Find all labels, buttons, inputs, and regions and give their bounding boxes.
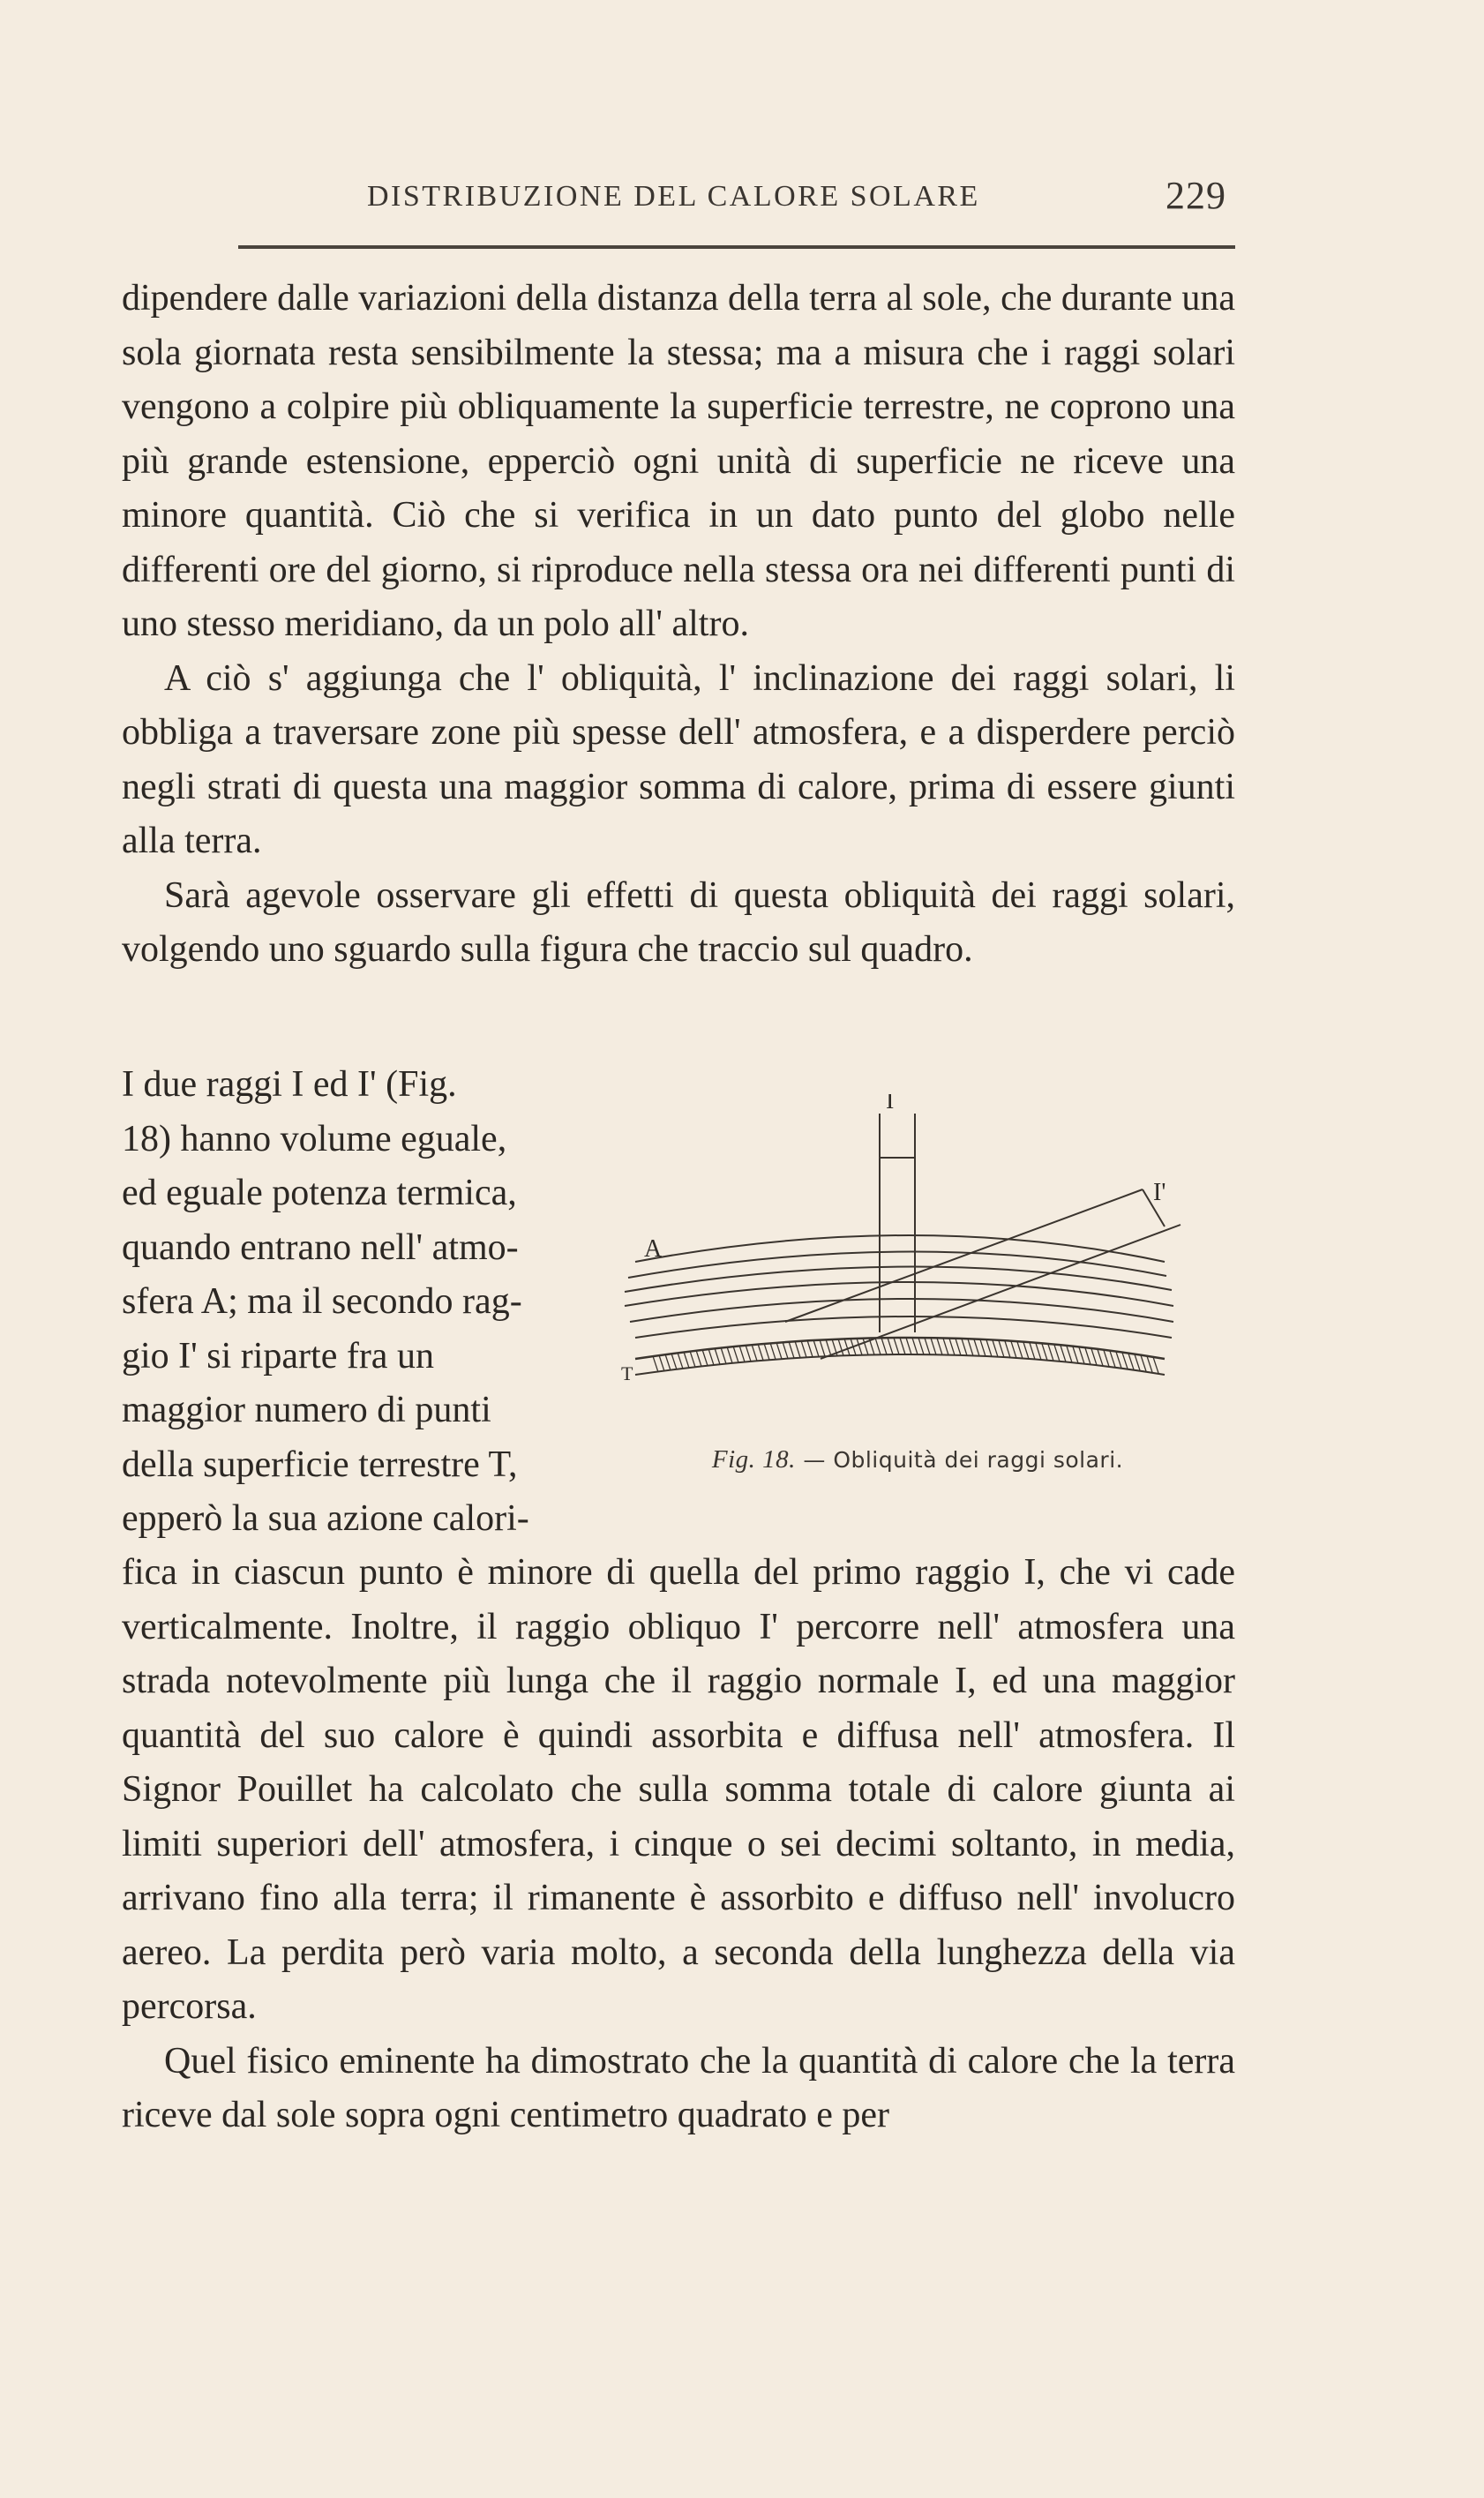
hatch-line — [1141, 1355, 1146, 1371]
atmosphere-layer — [625, 1282, 1173, 1306]
wrap-line: 18) hanno volume eguale, — [122, 1118, 507, 1159]
wrap-line: gio I' si riparte fra un — [122, 1335, 434, 1377]
hatch-line — [776, 1342, 782, 1359]
hatch-line — [875, 1338, 881, 1354]
hatch-line — [962, 1339, 967, 1355]
hatch-line — [690, 1351, 695, 1367]
hatch-line — [1135, 1354, 1140, 1370]
hatch-line — [1116, 1352, 1121, 1368]
hatch-line — [696, 1350, 701, 1366]
label-T: T — [621, 1362, 633, 1384]
hatch-line — [752, 1345, 757, 1362]
wrap-line: della superficie terrestre T, — [122, 1444, 518, 1485]
hatch-line — [900, 1338, 905, 1354]
hatch-line — [993, 1340, 998, 1357]
paragraph-3-rest: fica in ciascun punto è minore di quella del primo raggio I, che vi cade verticalmente. Inoltre, il raggio obliquo I' percorre nell' atmosfera una strada notevolmente più lunga che il raggio normale I, ed una maggior quantità del suo calore è quindi assorbita e diffusa nell' atmosfera. Il Signor Pouillet ha calcolato che sulla somma totale di calore giunta ai limiti superiori dell' atmosfera, i cinque o sei decimi soltanto, in media, arrivano fino alla terra; il rimanente è assorbito e diffuso nell' involucro aereo. La perdita però varia molto, a seconda della lunghezza della via percorsa. — [122, 1552, 1235, 2027]
hatch-line — [1061, 1346, 1066, 1362]
hatch-line — [1017, 1342, 1023, 1359]
paragraph-2: A ciò s' aggiunga che l' obliquità, l' inclinazione dei raggi solari, li obbliga a traversare zone più spesse dell' atmosfera, e a disperdere perciò negli strati di questa una maggior somma di calore, prima di essere giunti alla terra. — [122, 657, 1235, 861]
hatch-line — [770, 1343, 776, 1360]
hatch-line — [986, 1340, 992, 1357]
hatch-line — [974, 1339, 979, 1356]
hatch-line — [826, 1339, 831, 1356]
hatch-line — [1042, 1344, 1047, 1361]
hatch-line — [1054, 1345, 1060, 1362]
page-header — [238, 173, 1235, 226]
label-A: A — [644, 1235, 663, 1263]
hatch-line — [980, 1339, 986, 1356]
hatch-line — [894, 1338, 899, 1354]
hatch-line — [758, 1344, 763, 1361]
wrap-line: maggior numero di punti — [122, 1390, 491, 1430]
hatch-line — [1098, 1349, 1103, 1365]
paragraph-1: dipendere dalle variazioni della distanza della terra al sole, che durante una sola giornata resta sensibilmente la stessa; ma a misura che i raggi solari vengono a colpire più obliquamente la superficie terrestre, ne coprono una più grande estensione, epperciò ogni unità di superficie ne riceve una minore quantità. Ciò che si verifica in un dato punto del globo nelle differenti ore del giorno, si riproduce nella stessa ora nei differenti punti di uno stesso meridiano, da un polo all' altro. — [122, 278, 1235, 644]
hatch-line — [813, 1340, 819, 1357]
hatch-line — [659, 1355, 664, 1371]
earth-hatching — [653, 1338, 1158, 1373]
hatch-line — [1128, 1354, 1134, 1369]
hatch-line — [671, 1354, 677, 1369]
figure-caption — [618, 1445, 1218, 1474]
obliquity-diagram — [618, 1094, 1218, 1429]
hatch-line — [1085, 1348, 1091, 1365]
hatch-line — [937, 1338, 942, 1354]
header-rule — [238, 245, 1235, 249]
hatch-line — [1011, 1341, 1016, 1358]
hatch-line — [912, 1338, 918, 1354]
hatch-line — [764, 1343, 769, 1360]
hatch-line — [820, 1339, 825, 1356]
atmosphere-layer — [630, 1299, 1173, 1322]
hatch-line — [918, 1338, 924, 1354]
wrapped-column — [122, 1058, 589, 1547]
hatch-line — [999, 1340, 1004, 1357]
hatch-line — [925, 1338, 930, 1354]
hatch-line — [1147, 1356, 1152, 1372]
hatch-line — [956, 1339, 961, 1355]
caption-text: Obliquità dei raggi solari. — [833, 1447, 1124, 1473]
hatch-line — [1067, 1347, 1072, 1363]
page-number: 229 — [1165, 174, 1226, 217]
atmosphere-layer — [635, 1235, 1165, 1262]
hatch-line — [684, 1352, 689, 1368]
hatch-line — [1005, 1341, 1010, 1358]
hatch-line — [1048, 1345, 1053, 1362]
hatch-line — [1023, 1342, 1029, 1359]
hatch-line — [1153, 1357, 1158, 1373]
hatch-line — [931, 1338, 936, 1354]
earth-surface — [635, 1338, 1165, 1375]
label-I: I — [886, 1094, 895, 1114]
hatch-line — [702, 1349, 708, 1365]
hatch-line — [739, 1346, 745, 1362]
hatch-line — [943, 1339, 948, 1355]
hatch-line — [801, 1340, 806, 1357]
hatch-line — [733, 1347, 738, 1363]
hatch-line — [708, 1349, 714, 1365]
hatch-line — [906, 1338, 911, 1354]
ray-I-prime-upper — [785, 1189, 1143, 1322]
atmosphere-layer — [628, 1251, 1166, 1278]
hatch-line — [678, 1353, 683, 1369]
hatch-line — [888, 1338, 893, 1354]
hatch-line — [795, 1341, 800, 1358]
body-text-bottom — [122, 1546, 1235, 2143]
hatch-line — [665, 1354, 671, 1370]
hatch-line — [949, 1339, 955, 1355]
hatch-line — [1073, 1347, 1078, 1363]
hatch-line — [1091, 1349, 1097, 1365]
hatch-line — [807, 1340, 813, 1357]
hatch-line — [1036, 1343, 1041, 1360]
wrap-line: quando entrano nell' atmo- — [122, 1226, 519, 1268]
hatch-line — [721, 1347, 726, 1364]
hatch-line — [838, 1339, 843, 1355]
hatch-line — [1030, 1343, 1035, 1360]
hatch-line — [857, 1339, 862, 1355]
paragraph-3-intro: Sarà agevole osservare gli effetti di questa obliquità dei raggi solari, volgendo uno sguardo sulla figura che traccio sul quadro. — [122, 874, 1235, 970]
hatch-line — [727, 1347, 732, 1363]
wrap-line: sfera A; ma il secondo rag- — [122, 1281, 522, 1322]
hatch-line — [746, 1345, 751, 1362]
caption-label: Fig. 18. — [711, 1445, 796, 1474]
paragraph-4: Quel fisico eminente ha dimostrato che la quantità di calore che la terra riceve dal sole sopra ogni centimetro quadrato e per — [122, 2040, 1235, 2135]
wrap-line: ed eguale potenza termica, — [122, 1173, 517, 1213]
running-head: DISTRIBUZIONE DEL CALORE SOLARE — [367, 180, 980, 213]
figure-18 — [618, 1094, 1218, 1474]
hatch-line — [844, 1339, 850, 1355]
hatch-line — [1079, 1347, 1084, 1364]
hatch-line — [789, 1341, 794, 1358]
body-text-top — [122, 272, 1235, 978]
hatch-line — [1110, 1351, 1115, 1367]
hatch-line — [881, 1338, 887, 1354]
hatch-line — [653, 1356, 658, 1372]
hatch-line — [715, 1348, 720, 1365]
hatch-line — [783, 1342, 788, 1359]
wrap-line: epperò la sua azione calori- — [122, 1498, 529, 1539]
hatch-line — [1122, 1353, 1128, 1369]
caption-dash: — — [803, 1447, 826, 1473]
hatch-line — [968, 1339, 973, 1356]
wrap-line: I due raggi I ed I' (Fig. — [122, 1064, 457, 1105]
label-I-prime: I' — [1153, 1179, 1166, 1206]
hatch-line — [1104, 1350, 1109, 1366]
